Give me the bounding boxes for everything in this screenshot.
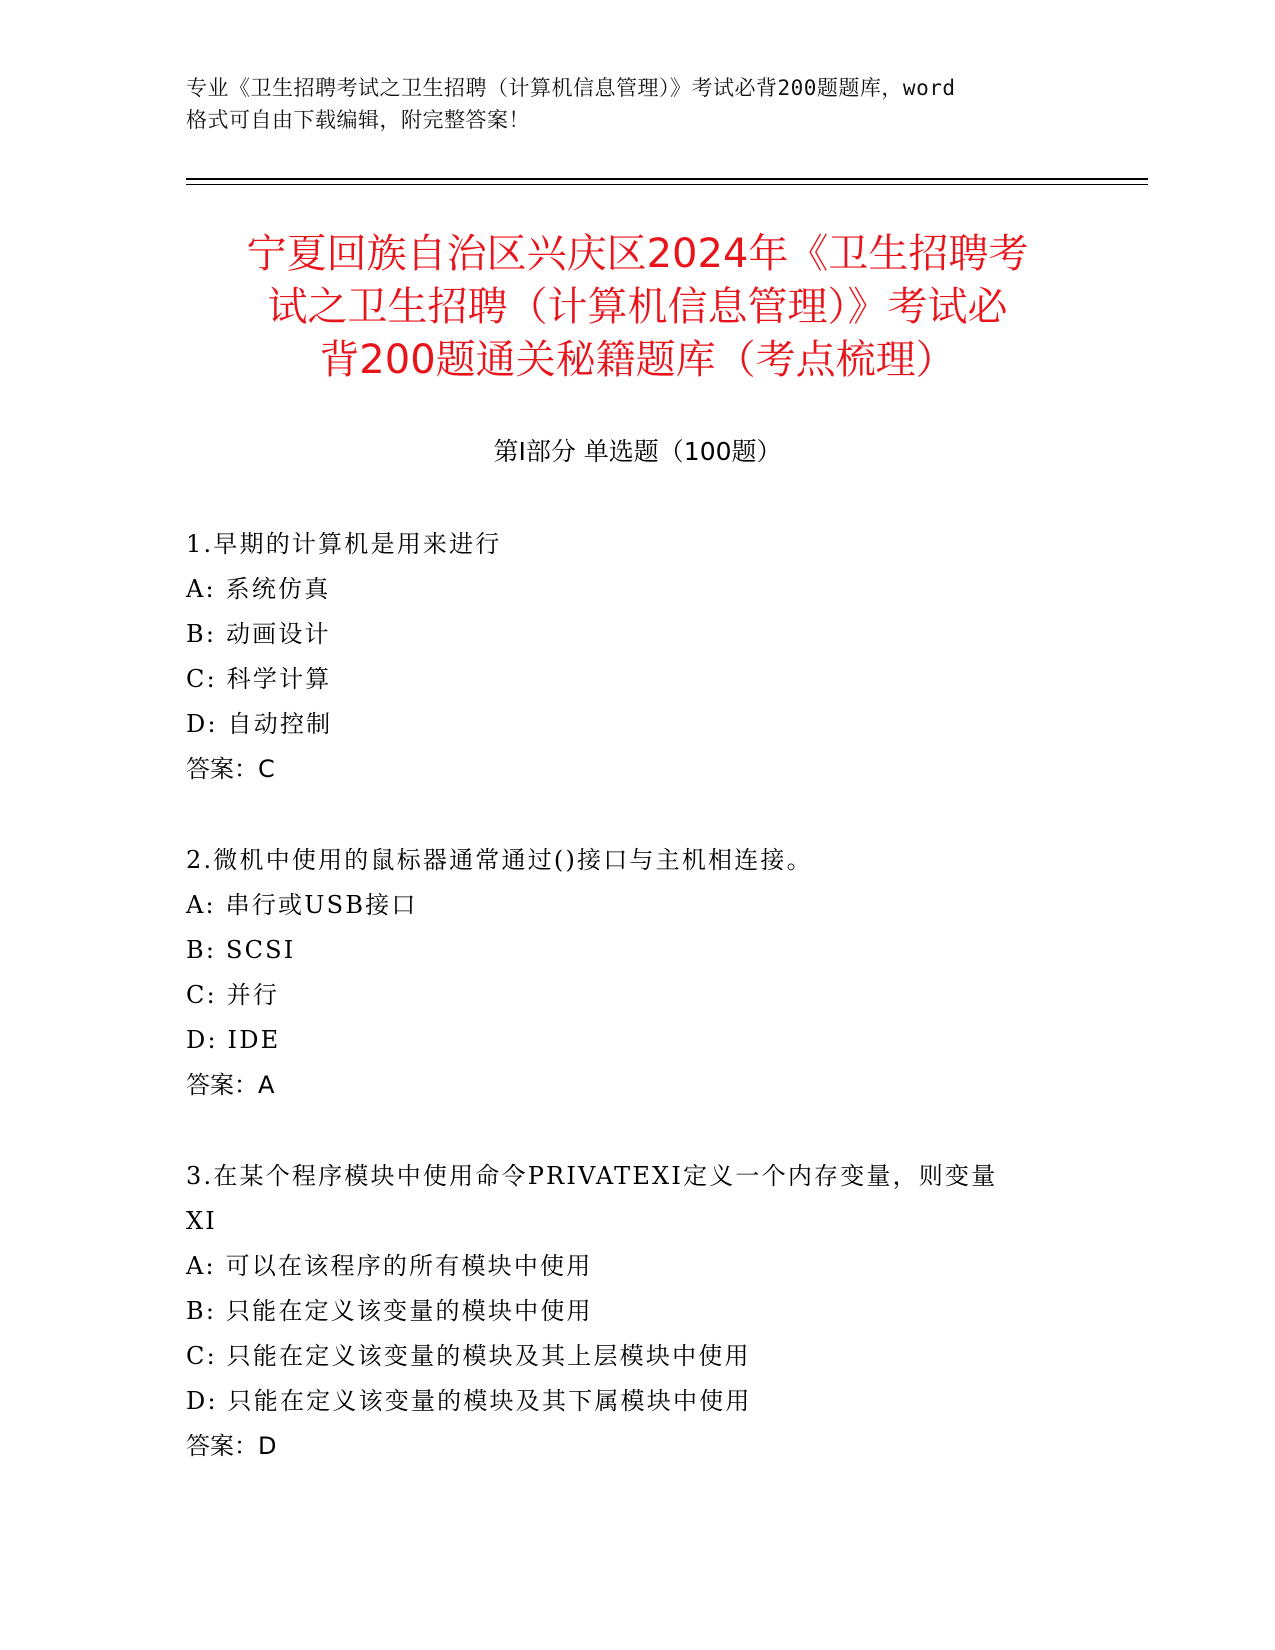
option-a: A: 可以在该程序的所有模块中使用 [186, 1252, 593, 1280]
document-title-line-1: 宁夏回族自治区兴庆区2024年《卫生招聘考 [246, 231, 1029, 277]
header-note [186, 72, 1086, 136]
question-2 [186, 838, 1066, 1108]
question-3 [186, 1154, 1066, 1469]
answer: 答案：A [186, 1071, 275, 1099]
option-a: A: 串行或USB接口 [186, 891, 418, 919]
header-note-line-1: 专业《卫生招聘考试之卫生招聘（计算机信息管理）》考试必背200题题库，word [186, 76, 956, 100]
header-note-line-2: 格式可自由下载编辑，附完整答案！ [186, 108, 530, 132]
question-list [186, 522, 1066, 1515]
document-title [170, 228, 1105, 387]
question-1 [186, 522, 1066, 792]
question-text: 1.早期的计算机是用来进行 [186, 530, 502, 558]
option-c: C: 并行 [186, 981, 280, 1009]
document-title-line-3: 背200题通关秘籍题库（考点梳理） [319, 337, 956, 383]
document-title-line-2: 试之卫生招聘（计算机信息管理）》考试必 [267, 284, 1008, 330]
option-d: D: IDE [186, 1026, 281, 1054]
question-text: 2.微机中使用的鼠标器通常通过()接口与主机相连接。 [186, 846, 813, 874]
header-divider-thin [186, 184, 1148, 185]
option-d: D: 只能在定义该变量的模块及其下属模块中使用 [186, 1387, 752, 1415]
option-d: D: 自动控制 [186, 710, 333, 738]
option-a: A: 系统仿真 [186, 575, 331, 603]
answer: 答案：C [186, 755, 275, 783]
option-b: B: 只能在定义该变量的模块中使用 [186, 1297, 593, 1325]
option-c: C: 只能在定义该变量的模块及其上层模块中使用 [186, 1342, 751, 1370]
section-heading: 第I部分 单选题（100题） [493, 437, 782, 466]
header-divider-thick [186, 178, 1148, 180]
option-b: B: SCSI [186, 936, 296, 964]
option-b: B: 动画设计 [186, 620, 331, 648]
question-text: 3.在某个程序模块中使用命令PRIVATEXI定义一个内存变量，则变量 [186, 1162, 998, 1190]
answer: 答案：D [186, 1432, 277, 1460]
question-text-continued: XI [186, 1207, 217, 1235]
option-c: C: 科学计算 [186, 665, 332, 693]
